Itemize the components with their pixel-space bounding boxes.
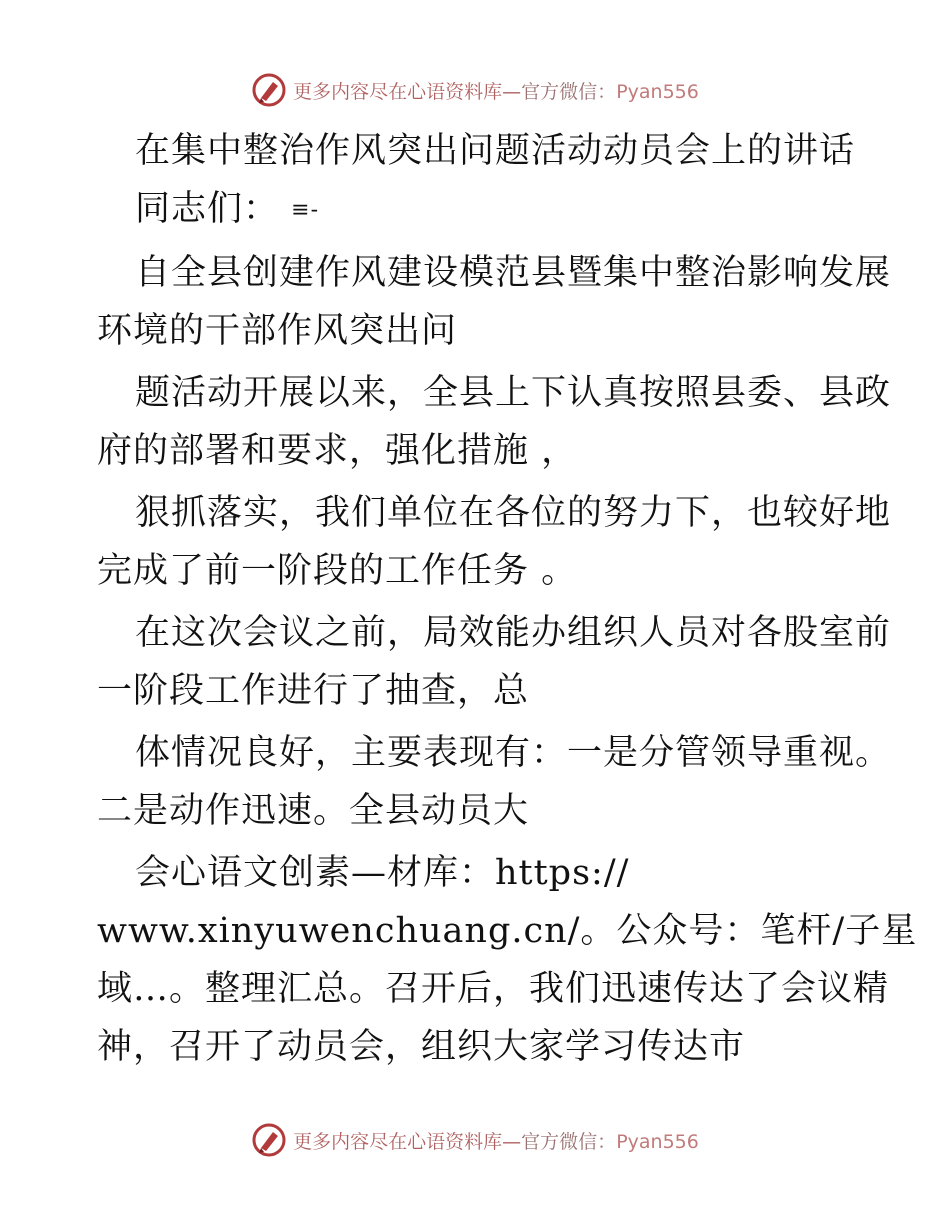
banner-dash: — [502, 1130, 522, 1153]
greeting-line [97, 180, 857, 240]
paragraph-line: 环境的干部作风突出问 [97, 310, 458, 351]
header-banner [0, 70, 950, 110]
paragraph-line: 完成了前一阶段的工作任务 。 [97, 550, 578, 591]
banner-site: 更多内容尽在心语资料库 [293, 80, 503, 103]
paragraph-line: 域…。整理汇总。召开后，我们迅速传达了会议精 [97, 968, 890, 1009]
paragraph-line: 会心语文创素—材库：https:// [135, 852, 630, 893]
greeting-mark: ≡- [291, 197, 320, 223]
banner-wechat: Pyan556 [616, 1130, 699, 1153]
greeting: 同志们： [135, 189, 280, 229]
paragraph-line: 题活动开展以来，全县上下认真按照县委、县政 [135, 372, 892, 413]
paragraph-line: 在这次会议之前，局效能办组织人员对各股室前 [135, 612, 892, 653]
document-body [97, 122, 918, 1076]
paragraph-line: 神，召开了动员会，组织大家学习传达市 [97, 1026, 746, 1067]
banner-dash: — [502, 80, 522, 103]
paragraph-line: 体情况良好，主要表现有：一是分管领导重视。 [135, 732, 892, 773]
banner-text [293, 77, 699, 104]
paragraph-line: 狠抓落实，我们单位在各位的努力下，也较好地 [135, 492, 892, 533]
banner-label: 官方微信： [521, 80, 617, 103]
banner-text [293, 1127, 699, 1154]
paragraph-line: 二是动作迅速。全县动员大 [97, 790, 530, 831]
paragraph-line: 自全县创建作风建设模范县暨集中整治影响发展 [135, 252, 892, 293]
paragraph-line: 府的部署和要求，强化措施 ， [97, 430, 578, 471]
pen-logo-icon [251, 72, 287, 108]
paragraph-line: www.xinyuwenchuang.cn/。公众号：笔杆/子星 [97, 910, 918, 951]
banner-site: 更多内容尽在心语资料库 [293, 1130, 503, 1153]
document-title: 在集中整治作风突出问题活动动员会上的讲话 [135, 131, 856, 171]
banner-wechat: Pyan556 [616, 80, 699, 103]
paragraph-line: 一阶段工作进行了抽查，总 [97, 670, 530, 711]
pen-logo-icon [251, 1122, 287, 1158]
footer-banner [0, 1120, 950, 1160]
banner-label: 官方微信： [521, 1130, 617, 1153]
